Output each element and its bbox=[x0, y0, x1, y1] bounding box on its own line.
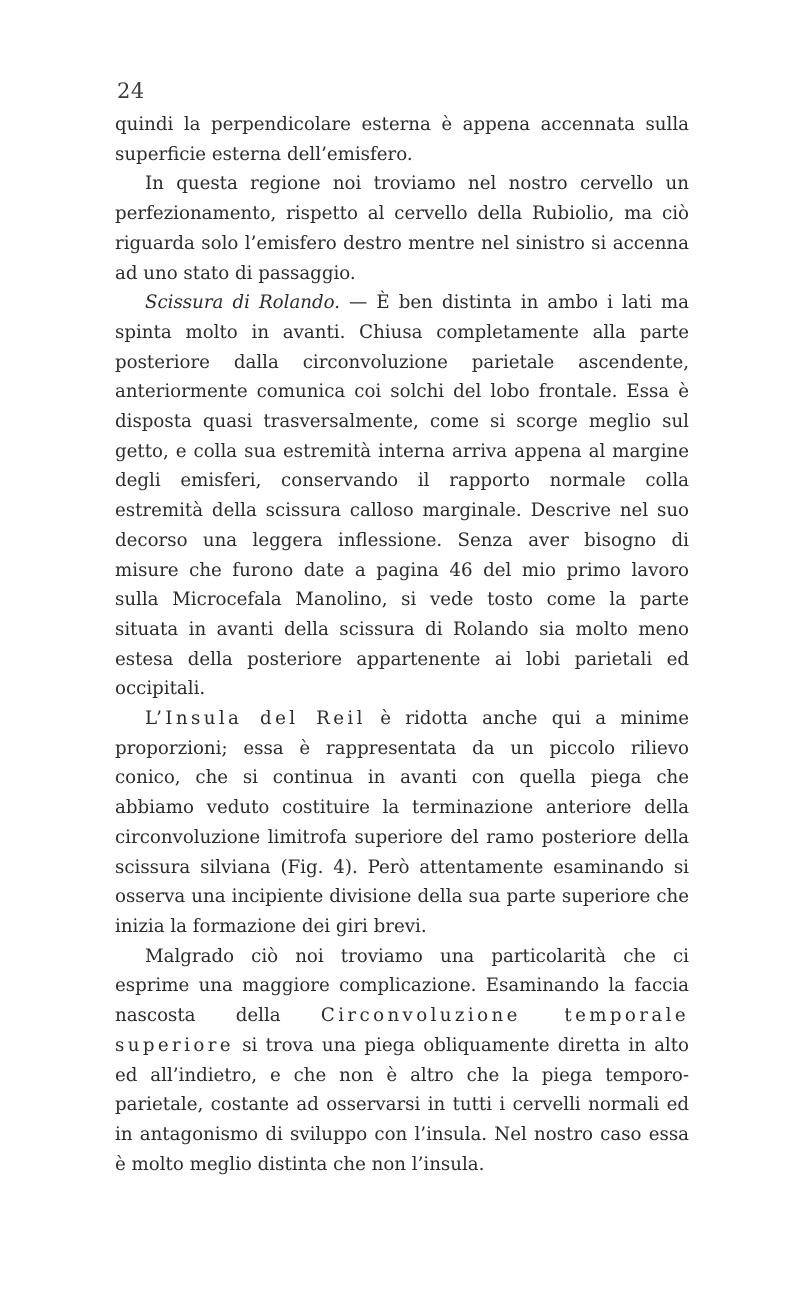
body-text bbox=[115, 110, 689, 1179]
paragraph-5-text-after: si trova una piega obliquamente diretta in alto ed all’indietro, e che non è altro che la piega temporo-parietale, costante ad osservarsi in tutti i cervelli normali ed in antagonismo di sviluppo con l’insula. Nel nostro caso essa è molto meglio distinta che non l’insula. bbox=[115, 1034, 689, 1175]
page-number: 24 bbox=[117, 79, 145, 103]
section-heading-insula: L’Insula del Reil bbox=[145, 708, 366, 730]
section-heading-rolando: Scissura di Rolando. bbox=[145, 292, 341, 314]
paragraph-4 bbox=[115, 704, 689, 942]
paragraph-5-text-before: Malgrado ciò noi troviamo una particolarità che ci esprime una maggiore complicazione. Esaminando la faccia nascosta della bbox=[115, 945, 689, 1027]
paragraph-3 bbox=[115, 288, 689, 704]
paragraph-1-text: quindi la perpendicolare esterna è appena accennata sulla superficie esterna dell’emisfero. bbox=[115, 114, 689, 165]
paragraph-1 bbox=[115, 110, 689, 169]
paragraph-2 bbox=[115, 169, 689, 288]
paragraph-5 bbox=[115, 942, 689, 1180]
paragraph-3-text: — È ben distinta in ambo i lati ma spinta molto in avanti. Chiusa completamente alla parte posteriore dalla circonvoluzione parietale ascendente, anteriormente comunica coi solchi del lobo frontale. Essa è disposta quasi trasversalmente, come si scorge meglio sul getto, e colla sua estremità interna arriva appena al margine degli emisferi, conservando il rapporto normale colla estremità della scissura calloso marginale. Descrive nel suo decorso una leggera inflessione. Senza aver bisogno di misure che furono date a pagina 46 del mio primo lavoro sulla Microcefala Manolino, si vede tosto come la parte situata in avanti della scissura di Rolando sia molto meno estesa della posteriore appartenente ai lobi parietali ed occipitali. bbox=[115, 292, 689, 700]
paragraph-2-text: In questa regione noi troviamo nel nostro cervello un perfezionamento, rispetto al cervello della Rubiolio, ma ciò riguarda solo l’emisfero destro mentre nel sinistro si accenna ad uno stato di passaggio. bbox=[115, 173, 689, 284]
term-circonvoluzione-temporale: Circonvoluzione temporale superiore bbox=[115, 1005, 689, 1056]
paragraph-4-text: è ridotta anche qui a minime proporzioni; essa è rappresentata da un piccolo rilievo conico, che si continua in avanti con quella piega che abbiamo veduto costituire la terminazione anteriore della circonvoluzione limitrofa superiore del ramo posteriore della scissura silviana (Fig. 4). Però attentamente esaminando si osserva una incipiente divisione della sua parte superiore che inizia la formazione dei giri brevi. bbox=[115, 708, 689, 937]
